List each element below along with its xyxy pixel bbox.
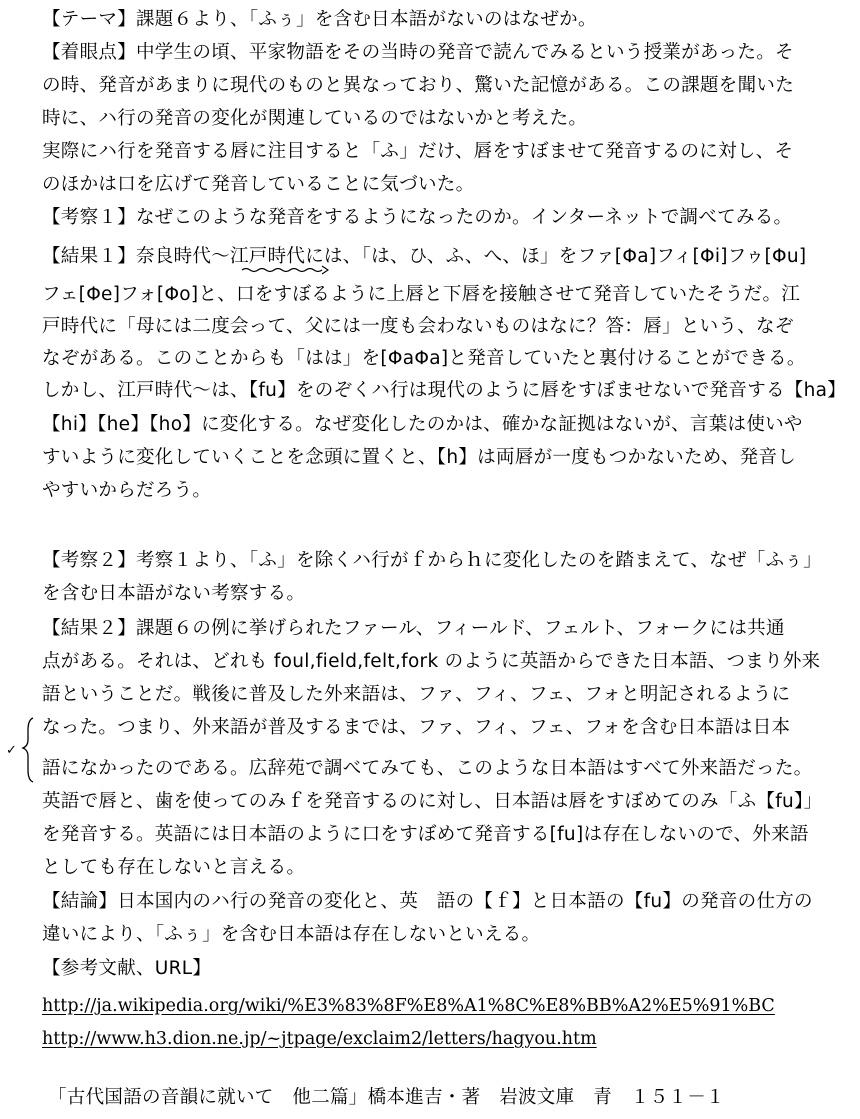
theme-line: 【テーマ】課題６より、「ふぅ」を含む日本語がないのはなぜか。 (42, 9, 597, 30)
result-2-line-7: を発音する。英語には日本語のように口をすぼめて発音する[fu]は存在しないので、外来語 (42, 824, 809, 845)
result-1-line-4: なぞがある。このことからも「はは」を[ΦaΦa]と発音していたと裏付けることができる。 (42, 348, 806, 369)
result-2-line-6: 英語で唇と、歯を使ってのみｆを発音するのに対し、日本語は唇をすぼめてのみ「ふ【fu】」 (42, 791, 823, 812)
result-1-line-2: フェ[Φe]フォ[Φo]と、口をすぼるように上唇と下唇を接触させて発音していたそうだ。江 (42, 284, 801, 305)
result-2-line-2: 点がある。それは、どれも foul,field,felt,fork のように英語からできた日本語、つまり外来 (42, 651, 821, 672)
result-1-line-3: 戸時代に「母には二度会って、父には一度も会わないものはなに？答：唇」という、なぞ (42, 316, 794, 337)
references-heading: 【参考文献、URL】 (42, 958, 212, 979)
check-mark-icon: ✓ (6, 743, 17, 758)
focus-line-3: 時に、ハ行の発音の変化が関連しているのではないかと考えた。 (42, 108, 588, 129)
reference-link-wikipedia[interactable]: http://ja.wikipedia.org/wiki/%E3%83%8F%E8%A1%8C%E8%BB%A2%E5%91%BC (42, 996, 775, 1016)
result-1-line-8: やすいからだろう。 (42, 480, 212, 501)
focus-line-4: 実際にハ行を発音する唇に注目すると「ふ」だけ、唇をすぼませて発音するのに対し、そ (42, 141, 794, 162)
consideration-2-line-1: 【考察２】考察１より、「ふ」を除くハ行がｆからｈに変化したのを踏まえて、なぜ「ふぅ」 (42, 550, 822, 571)
result-2-line-3: 語ということだ。戦後に普及した外来語は、ファ、フィ、フェ、フォと明記されるように (42, 684, 791, 705)
result-1-line-6: 【hi】【he】【ho】に変化する。なぜ変化したのかは、確かな証拠はないが、言葉は使いや (42, 414, 803, 435)
result-1-line-7: すいように変化していくことを念頭に置くと、【h】は両唇が一度もつかないため、発音し (42, 447, 797, 468)
result-2-line-8: としても存在しないと言える。 (42, 857, 306, 878)
result-2-line-4: なった。つまり、外来語が普及するまでは、ファ、フィ、フェ、フォを含む日本語は日本 (42, 717, 791, 738)
focus-line-1: 【着眼点】中学生の頃、平家物語をその当時の発音で読んでみるという授業があった。そ (42, 42, 794, 63)
conclusion-line-2: 違いにより、「ふぅ」を含む日本語は存在しないといえる。 (42, 924, 541, 945)
margin-brace (23, 718, 33, 782)
focus-line-5: のほかは口を広げて発音していることに気づいた。 (42, 174, 475, 195)
reference-link-dion[interactable]: http://www.h3.dion.ne.jp/~jtpage/exclaim2/letters/hagyou.htm (42, 1029, 597, 1049)
focus-line-2: の時、発音があまりに現代のものと異なっており、驚いた記憶がある。この課題を聞いた (42, 75, 795, 96)
result-2-line-1: 【結果２】課題６の例に挙げられたファール、フィールド、フェルト、フォークには共通 (42, 618, 785, 639)
book-citation: 「古代国語の音韻に就いて 他二篇」橋本進吉・著 岩波文庫 青 １５１－１ (48, 1087, 725, 1108)
consideration-2-line-2: を含む日本語がない考察する。 (42, 583, 306, 604)
consideration-1: 【考察１】なぜこのような発音をするようになったのか。インターネットで調べてみる。 (42, 207, 793, 228)
result-2-line-5: 語になかったのである。広辞苑で調べてみても、このような日本語はすべて外来語だった。 (42, 758, 813, 779)
result-1-line-1: 【結果１】奈良時代～江戸時代には、「は、ひ、ふ、へ、ほ」をファ[Φa]フィ[Φi]フゥ[Φu] (42, 246, 807, 267)
conclusion-line-1: 【結論】日本国内のハ行の発音の変化と、英 語の【ｆ】と日本語の【fu】の発音の仕方の (42, 891, 813, 912)
result-1-line-5: しかし、江戸時代～は、【fu】をのぞくハ行は現代のように唇をすぼませないで発音する【ha】 (42, 380, 847, 401)
